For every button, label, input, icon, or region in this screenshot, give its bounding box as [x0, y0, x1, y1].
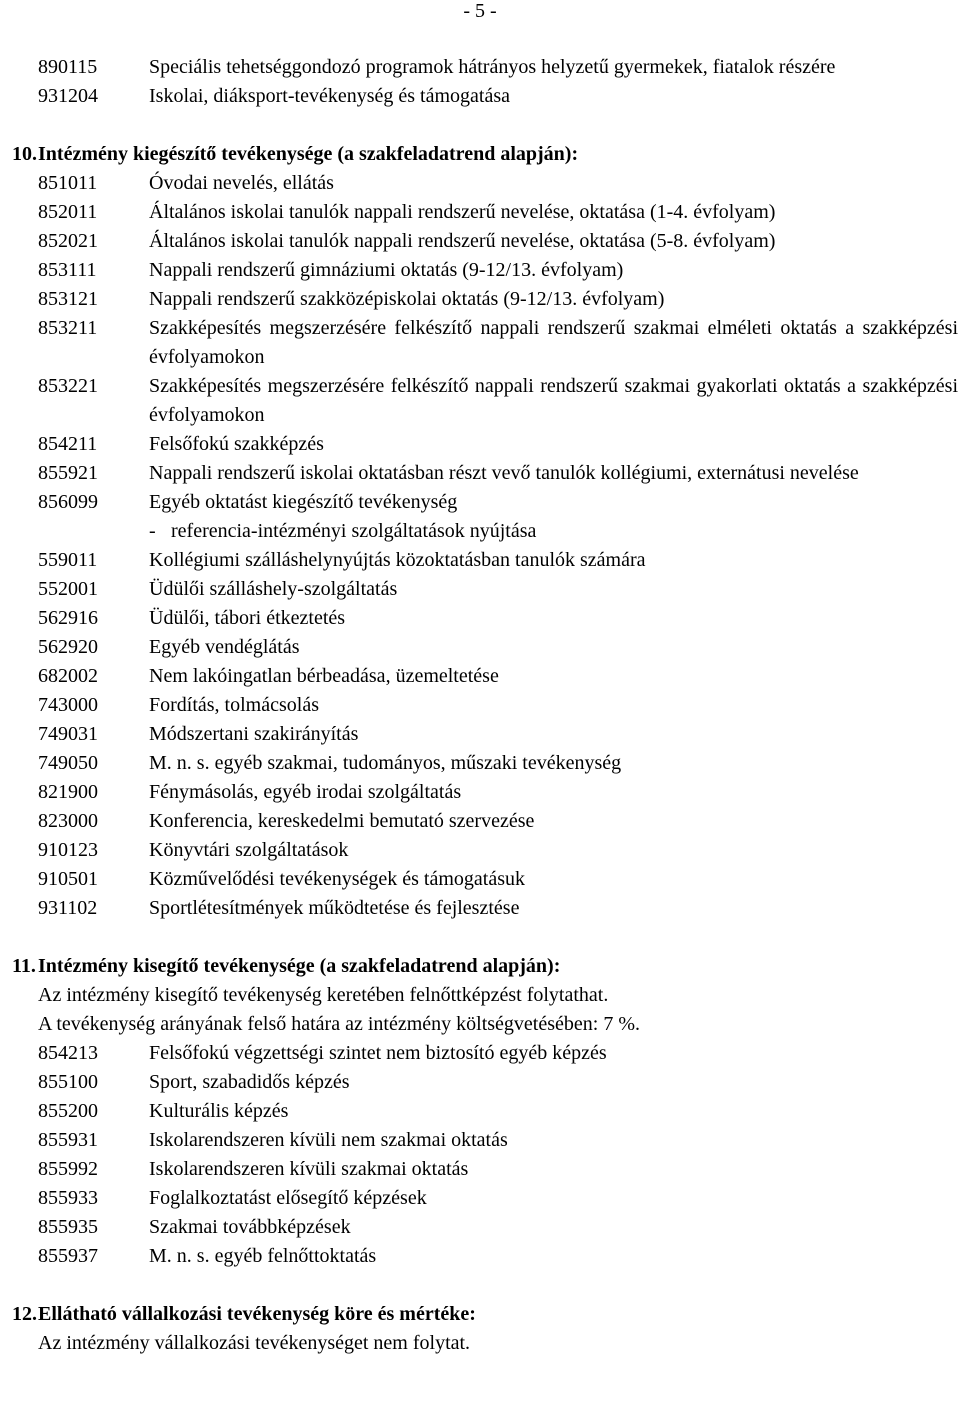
item-text: Könyvtári szolgáltatások	[149, 839, 349, 861]
list-item	[38, 372, 958, 430]
item-code: 749031	[38, 723, 98, 745]
list-item	[38, 575, 958, 604]
item-text: Óvodai nevelés, ellátás	[149, 172, 334, 194]
item-code: 853121	[38, 288, 98, 310]
item-text: Speciális tehetséggondozó programok hátrányos helyzetű gyermekek, fiatalok részére	[149, 56, 836, 78]
item-code: 852011	[38, 201, 98, 223]
list-item	[38, 1184, 958, 1213]
item-code: 562920	[38, 636, 98, 658]
item-code: 821900	[38, 781, 98, 803]
list-item	[38, 285, 958, 314]
item-text: Kulturális képzés	[149, 1100, 289, 1122]
list-item	[38, 778, 958, 807]
list-item	[38, 459, 958, 488]
item-text: Felsőfokú szakképzés	[149, 433, 324, 455]
list-item	[38, 256, 958, 285]
list-item	[38, 894, 958, 923]
section-number: 11.	[12, 955, 36, 977]
section-9-items	[38, 53, 958, 111]
section-10	[12, 140, 958, 923]
section-heading	[12, 952, 958, 981]
item-code: 855931	[38, 1129, 98, 1151]
item-code: 743000	[38, 694, 98, 716]
item-code: 851011	[38, 172, 98, 194]
item-text: Szakmai továbbképzések	[149, 1216, 351, 1238]
list-item	[38, 1097, 958, 1126]
list-item	[38, 169, 958, 198]
item-code: 855937	[38, 1245, 98, 1267]
item-text: Fénymásolás, egyéb irodai szolgáltatás	[149, 781, 462, 803]
section-title: Intézmény kisegítő tevékenysége (a szakfeladatrend alapján):	[38, 955, 561, 977]
section-11	[12, 952, 958, 1271]
item-code: 855921	[38, 462, 98, 484]
item-text: Foglalkoztatást elősegítő képzések	[149, 1187, 427, 1209]
item-code: 559011	[38, 549, 98, 571]
section-text: Az intézmény vállalkozási tevékenységet nem folytat.	[38, 1332, 471, 1354]
section-text: Az intézmény kisegítő tevékenység keretében felnőttképzést folytathat.	[38, 984, 609, 1006]
list-item	[38, 662, 958, 691]
list-item	[38, 749, 958, 778]
section-11-list	[38, 1039, 958, 1271]
item-code: 931102	[38, 897, 98, 919]
item-code: 854213	[38, 1042, 98, 1064]
item-text: Egyéb vendéglátás	[149, 636, 300, 658]
item-code: 855935	[38, 1216, 98, 1238]
item-text: Üdülői, tábori étkeztetés	[149, 607, 346, 629]
list-item	[38, 1213, 958, 1242]
list-item	[38, 82, 958, 111]
dash-bullet: -	[149, 520, 156, 542]
section-number: 10.	[12, 143, 37, 165]
list-item	[38, 1155, 958, 1184]
list-item	[38, 807, 958, 836]
list-item	[38, 1126, 958, 1155]
item-code: 855200	[38, 1100, 98, 1122]
item-text: Fordítás, tolmácsolás	[149, 694, 319, 716]
item-text: Iskolarendszeren kívüli szakmai oktatás	[149, 1158, 469, 1180]
list-item	[38, 227, 958, 256]
item-code: 910501	[38, 868, 98, 890]
section-text: A tevékenység arányának felső határa az intézmény költségvetésében: 7 %.	[38, 1013, 640, 1035]
item-code: 853111	[38, 259, 97, 281]
item-text: Konferencia, kereskedelmi bemutató szervezése	[149, 810, 535, 832]
section-number: 12.	[12, 1303, 37, 1325]
subitem-text: referencia-intézményi szolgáltatások nyújtása	[171, 520, 537, 542]
list-item	[38, 1068, 958, 1097]
item-text: Sport, szabadidős képzés	[149, 1071, 350, 1093]
section-12	[12, 1300, 958, 1358]
page-number: - 5 -	[463, 0, 497, 22]
item-code: 855992	[38, 1158, 98, 1180]
item-text: M. n. s. egyéb felnőttoktatás	[149, 1245, 377, 1267]
item-code: 890115	[38, 56, 98, 78]
item-text: Általános iskolai tanulók nappali rendszerű nevelése, oktatása (1-4. évfolyam)	[149, 201, 776, 223]
item-text: Szakképesítés megszerzésére felkészítő nappali rendszerű szakmai gyakorlati oktatás a szakképzési évfolyamokon	[149, 375, 958, 426]
list-item	[38, 488, 958, 517]
item-code: 931204	[38, 85, 98, 107]
item-code: 855100	[38, 1071, 98, 1093]
list-item	[38, 604, 958, 633]
list-item	[38, 198, 958, 227]
list-item	[38, 53, 958, 82]
item-text: Üdülői szálláshely-szolgáltatás	[149, 578, 398, 600]
section-title: Intézmény kiegészítő tevékenysége (a szakfeladatrend alapján):	[38, 143, 579, 165]
list-item	[38, 546, 958, 575]
list-item	[38, 836, 958, 865]
item-code: 856099	[38, 491, 98, 513]
section-10-list	[38, 169, 958, 923]
list-subitem	[38, 517, 958, 546]
list-item	[38, 691, 958, 720]
section-title: Ellátható vállalkozási tevékenység köre és mértéke:	[38, 1303, 476, 1325]
item-text: Szakképesítés megszerzésére felkészítő nappali rendszerű szakmai elméleti oktatás a szakképzési évfolyamokon	[149, 317, 958, 368]
item-text: Egyéb oktatást kiegészítő tevékenység	[149, 491, 458, 513]
item-code: 682002	[38, 665, 98, 687]
item-text: Nappali rendszerű szakközépiskolai oktatás (9-12/13. évfolyam)	[149, 288, 665, 310]
list-item	[38, 865, 958, 894]
item-code: 562916	[38, 607, 98, 629]
item-text: Nappali rendszerű gimnáziumi oktatás (9-12/13. évfolyam)	[149, 259, 624, 281]
item-code: 910123	[38, 839, 98, 861]
item-text: Iskolarendszeren kívüli nem szakmai oktatás	[149, 1129, 508, 1151]
item-text: Sportlétesítmények működtetése és fejlesztése	[149, 897, 520, 919]
item-text: Kollégiumi szálláshelynyújtás közoktatásban tanulók számára	[149, 549, 646, 571]
item-text: Nem lakóingatlan bérbeadása, üzemeltetése	[149, 665, 499, 687]
list-item	[38, 633, 958, 662]
list-item	[38, 314, 958, 372]
item-text: Iskolai, diáksport-tevékenység és támogatása	[149, 85, 510, 107]
item-code: 552001	[38, 578, 98, 600]
item-text: Nappali rendszerű iskolai oktatásban részt vevő tanulók kollégiumi, externátusi nevelése	[149, 462, 859, 484]
item-text: Módszertani szakirányítás	[149, 723, 359, 745]
item-code: 823000	[38, 810, 98, 832]
item-text: M. n. s. egyéb szakmai, tudományos, műszaki tevékenység	[149, 752, 622, 774]
section-heading	[12, 140, 958, 169]
document-body	[12, 53, 958, 1358]
list-item	[38, 720, 958, 749]
item-code: 853221	[38, 375, 98, 397]
list-item	[38, 1039, 958, 1068]
item-text: Felsőfokú végzettségi szintet nem biztosító egyéb képzés	[149, 1042, 607, 1064]
item-text: Közművelődési tevékenységek és támogatásuk	[149, 868, 525, 890]
item-text: Általános iskolai tanulók nappali rendszerű nevelése, oktatása (5-8. évfolyam)	[149, 230, 776, 252]
item-code: 854211	[38, 433, 98, 455]
item-code: 855933	[38, 1187, 98, 1209]
list-item	[38, 1242, 958, 1271]
section-heading	[12, 1300, 958, 1329]
item-code: 749050	[38, 752, 98, 774]
item-code: 853211	[38, 317, 98, 339]
list-item	[38, 430, 958, 459]
item-code: 852021	[38, 230, 98, 252]
